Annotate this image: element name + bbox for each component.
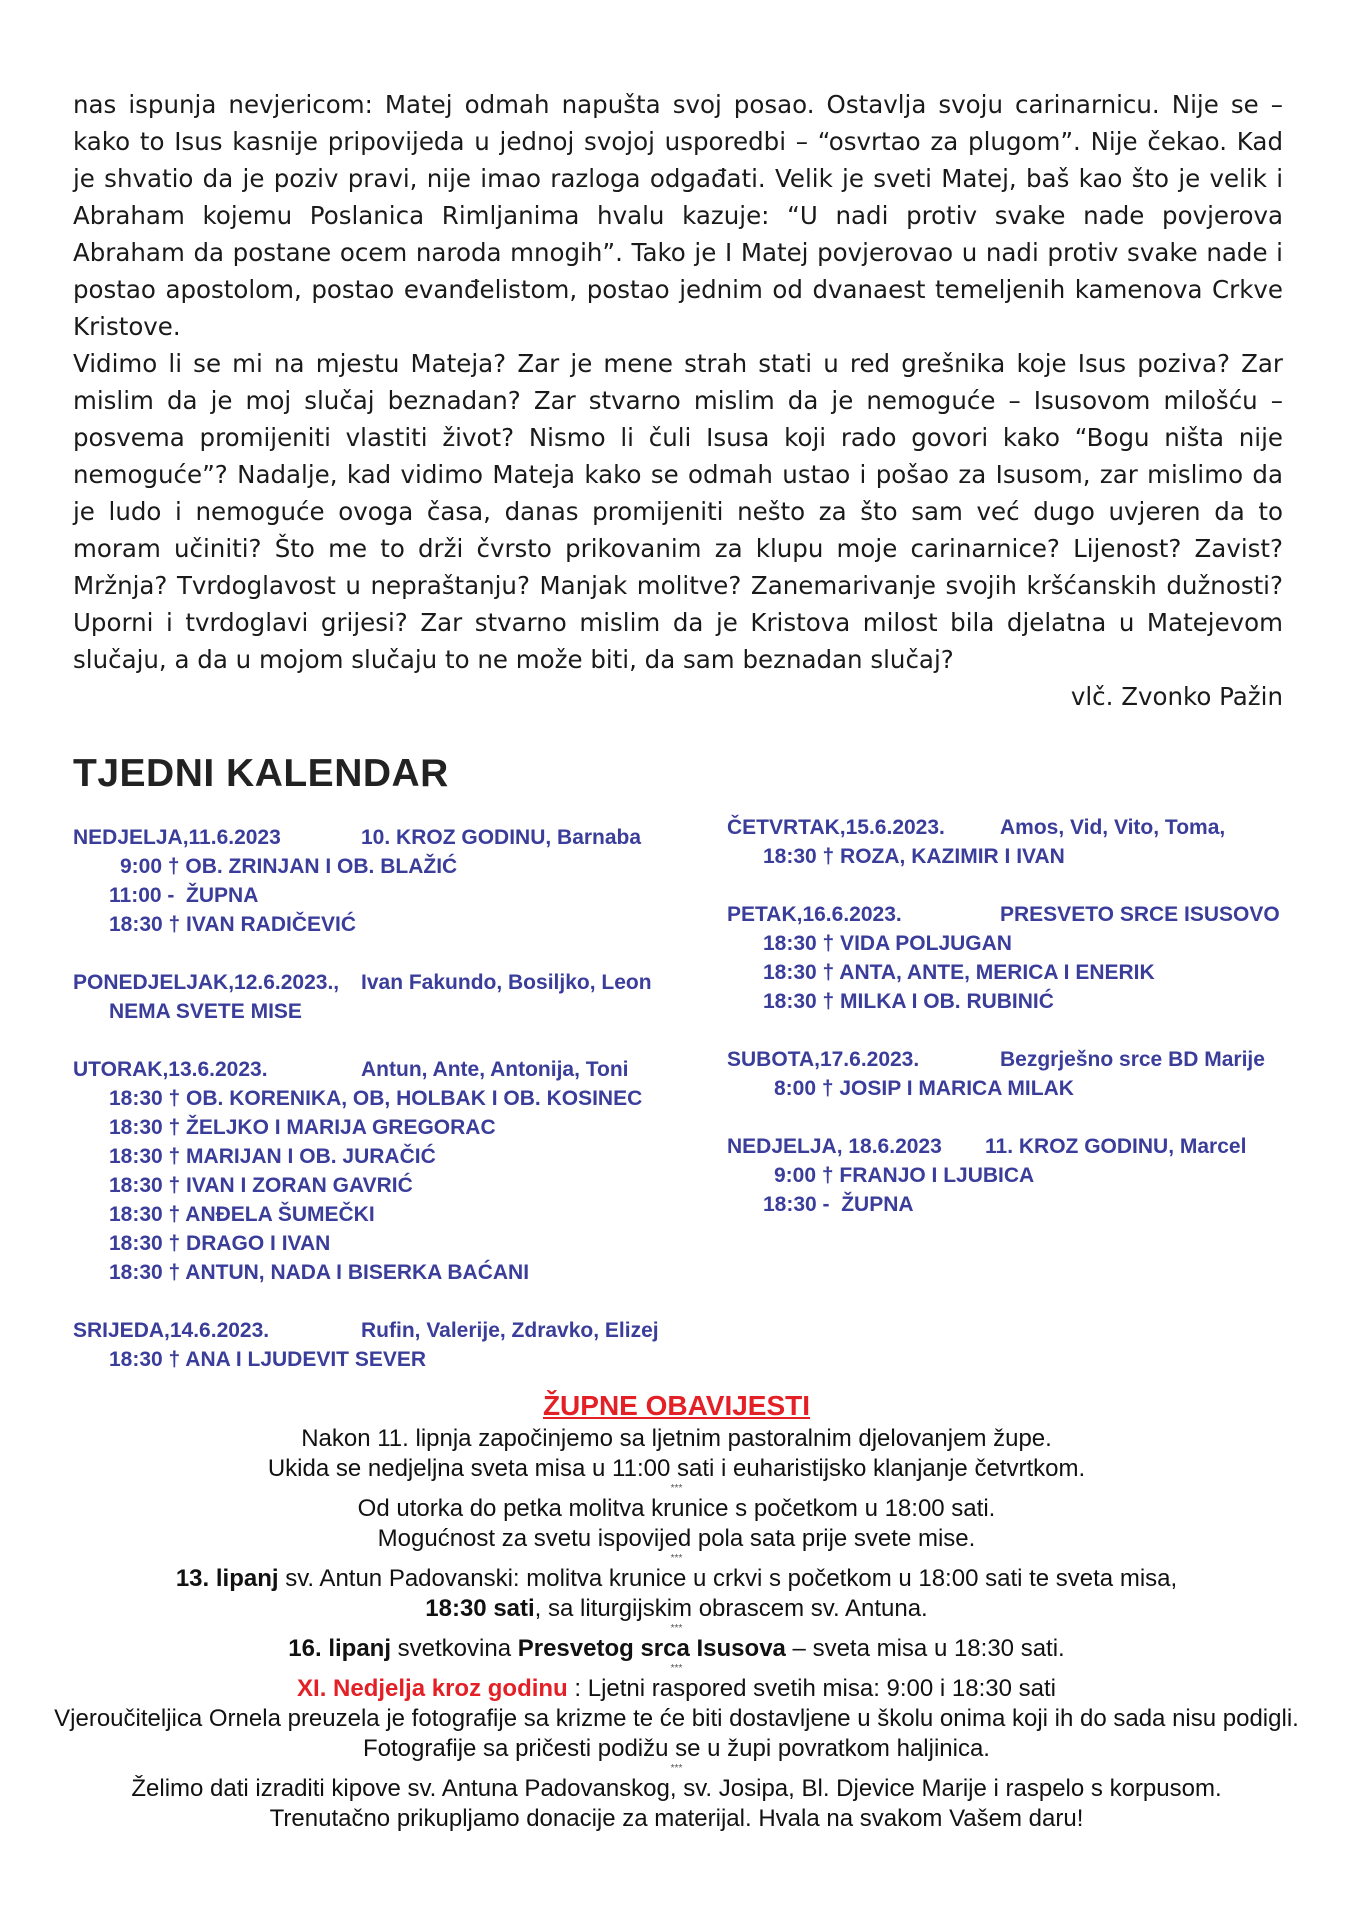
mass-entry: 8:00 † JOSIP I MARICA MILAK bbox=[774, 1077, 1074, 1100]
calendar-title: TJEDNI KALENDAR bbox=[73, 752, 449, 795]
calendar-date: SUBOTA,17.6.2023. bbox=[727, 1048, 920, 1071]
notice-line bbox=[0, 1594, 1353, 1624]
notice-line: Fotografije sa pričesti podižu se u župi povratkom haljinica. bbox=[363, 1735, 990, 1762]
mass-entry: 9:00 † FRANJO I LJUBICA bbox=[774, 1164, 1035, 1187]
calendar-day-header bbox=[727, 1045, 1327, 1074]
calendar-day bbox=[727, 1132, 1327, 1219]
notices-heading: ŽUPNE OBAVIJESTI bbox=[542, 1390, 811, 1421]
notice-separator: *** bbox=[670, 1763, 683, 1774]
mass-entry: 18:30 † ŽELJKO I MARIJA GREGORAC bbox=[109, 1116, 496, 1139]
calendar-day bbox=[73, 823, 693, 939]
calendar-feast: Amos, Vid, Vito, Toma, bbox=[1000, 816, 1226, 839]
notice-line: Nakon 11. lipnja započinjemo sa ljetnim pastoralnim djelovanjem župe. bbox=[301, 1425, 1052, 1452]
calendar-right-column bbox=[727, 813, 1327, 1248]
notice-text: : Ljetni raspored svetih misa: 9:00 i 18:30 sati bbox=[567, 1675, 1056, 1702]
notice-line: Želimo dati izraditi kipove sv. Antuna Padovanskog, sv. Josipa, Bl. Djevice Marije i raspelo s korpusom. bbox=[131, 1775, 1222, 1802]
notice-sunday: XI. Nedjelja kroz godinu bbox=[297, 1675, 568, 1702]
notice-date: 13. lipanj bbox=[175, 1565, 279, 1592]
notice-separator: *** bbox=[670, 1483, 683, 1494]
mass-entry: 18:30 † IVAN RADIČEVIĆ bbox=[109, 913, 357, 936]
notice-line: Trenutačno prikupljamo donacije za materijal. Hvala na svakom Vašem daru! bbox=[269, 1805, 1084, 1832]
mass-entry: 18:30 † MARIJAN I OB. JURAČIĆ bbox=[109, 1145, 436, 1168]
calendar-feast: Rufin, Valerije, Zdravko, Elizej bbox=[361, 1319, 659, 1342]
notice-feast: Presvetog srca Isusova bbox=[517, 1635, 786, 1662]
mass-entry: NEMA SVETE MISE bbox=[109, 1000, 302, 1023]
mass-entry: 18:30 † ANA I LJUDEVIT SEVER bbox=[109, 1348, 427, 1371]
calendar-day-header bbox=[73, 823, 693, 852]
notice-text: svetkovina bbox=[391, 1635, 518, 1662]
calendar-day-header bbox=[727, 813, 1327, 842]
notice-date: 16. lipanj bbox=[288, 1635, 391, 1662]
mass-entry: 18:30 † MILKA I OB. RUBINIĆ bbox=[763, 990, 1054, 1013]
calendar-date: SRIJEDA,14.6.2023. bbox=[73, 1319, 270, 1342]
calendar-feast: Antun, Ante, Antonija, Toni bbox=[361, 1058, 629, 1081]
calendar-feast: PRESVETO SRCE ISUSOVO bbox=[1000, 903, 1280, 926]
mass-entry: 11:00 - ŽUPNA bbox=[109, 884, 259, 907]
calendar-feast: Ivan Fakundo, Bosiljko, Leon bbox=[361, 971, 652, 994]
notice-line bbox=[0, 1674, 1353, 1704]
notice-separator: *** bbox=[670, 1553, 683, 1564]
notice-text: – sveta misa u 18:30 sati. bbox=[785, 1635, 1065, 1662]
calendar-date: UTORAK,13.6.2023. bbox=[73, 1058, 268, 1081]
calendar-date: PONEDJELJAK,12.6.2023., bbox=[73, 971, 340, 994]
calendar-day bbox=[727, 900, 1327, 1016]
calendar-feast: 11. KROZ GODINU, Marcel bbox=[985, 1135, 1247, 1158]
mass-entry: 18:30 † ROZA, KAZIMIR I IVAN bbox=[763, 845, 1065, 868]
mass-entry: 18:30 † VIDA POLJUGAN bbox=[763, 932, 1012, 955]
calendar-day bbox=[73, 968, 693, 1026]
calendar-day-header bbox=[727, 900, 1327, 929]
notice-line: Od utorka do petka molitva krunice s početkom u 18:00 sati. bbox=[357, 1495, 996, 1522]
calendar-day-header bbox=[73, 1316, 693, 1345]
calendar-left-column bbox=[73, 823, 693, 1403]
notice-line: Ukida se nedjeljna sveta misa u 11:00 sati i euharistijsko klanjanje četvrtkom. bbox=[267, 1455, 1086, 1482]
mass-entry: 9:00 † OB. ZRINJAN I OB. BLAŽIĆ bbox=[120, 855, 458, 878]
notice-separator: *** bbox=[670, 1663, 683, 1674]
calendar-date: ČETVRTAK,15.6.2023. bbox=[727, 816, 945, 839]
article bbox=[73, 86, 1283, 715]
calendar-day bbox=[727, 813, 1327, 871]
mass-entry: 18:30 † ANTA, ANTE, MERICA I ENERIK bbox=[763, 961, 1155, 984]
notice-line bbox=[0, 1564, 1353, 1594]
calendar-feast: 10. KROZ GODINU, Barnaba bbox=[361, 826, 642, 849]
article-signature: vlč. Zvonko Pažin bbox=[1070, 682, 1283, 711]
calendar-day-header bbox=[727, 1132, 1327, 1161]
notice-text: sv. Antun Padovanski: molitva krunice u crkvi s početkom u 18:00 sati te sveta misa, bbox=[278, 1565, 1178, 1592]
calendar-day bbox=[73, 1055, 693, 1287]
calendar-day-header bbox=[73, 1055, 693, 1084]
calendar-day bbox=[727, 1045, 1327, 1103]
mass-entry: 18:30 † DRAGO I IVAN bbox=[109, 1232, 331, 1255]
mass-entry: 18:30 † IVAN I ZORAN GAVRIĆ bbox=[109, 1174, 413, 1197]
notice-line: Vjeroučiteljica Ornela preuzela je fotografije sa krizme te će biti dostavljene u školu onima koji ih do sada nisu podigli. bbox=[54, 1705, 1299, 1732]
calendar-day-header bbox=[73, 968, 693, 997]
notice-line bbox=[0, 1634, 1353, 1664]
mass-entry: 18:30 † ANĐELA ŠUMEČKI bbox=[109, 1203, 375, 1226]
calendar-date: PETAK,16.6.2023. bbox=[727, 903, 902, 926]
article-paragraph: Vidimo li se mi na mjestu Mateja? Zar je mene strah stati u red grešnika koje Isus poziva? Zar mislim da je moj slučaj beznadan? Zar stvarno mislim da je nemoguće – Isusovom milošću – posvema promijeniti vlastiti život? Nismo li čuli Isusa koji rado govori kako “Bogu ništa nije nemoguće”? Nadalje, kad vidimo Mateja kako se odmah ustao i pošao za Isusom, zar mislimo da je ludo i nemoguće ovoga časa, danas promijeniti nešto za što sam već dugo uvjeren da to moram učiniti? Što me to drži čvrsto prikovanim za klupu moje carinarnice? Lijenost? Zavist? Mržnja? Tvrdoglavost u nepraštanju? Manjak molitve? Zanemarivanje svojih kršćanskih dužnosti? Uporni i tvrdoglavi grijesi? Zar stvarno mislim da je Kristova milost bila djelatna u Matejevom slučaju, a da u mojom slučaju to ne može biti, da sam beznadan slučaj? bbox=[73, 349, 1283, 674]
calendar-date: NEDJELJA,11.6.2023 bbox=[73, 826, 281, 849]
mass-entry: 18:30 † ANTUN, NADA I BISERKA BAĆANI bbox=[109, 1261, 530, 1284]
calendar-feast: Bezgrješno srce BD Marije bbox=[1000, 1048, 1265, 1071]
calendar-date: NEDJELJA, 18.6.2023 bbox=[727, 1135, 942, 1158]
mass-entry: 18:30 - ŽUPNA bbox=[763, 1193, 914, 1216]
notice-text: , sa liturgijskim obrascem sv. Antuna. bbox=[534, 1595, 928, 1622]
article-paragraph: nas ispunja nevjericom: Matej odmah napušta svoj posao. Ostavlja svoju carinarnicu. Nije se – kako to Isus kasnije pripovijeda u jednoj svojoj usporedbi – “osvrtao za plugom”. Nije čekao. Kad je shvatio da je poziv pravi, nije imao razloga odgađati. Velik je sveti Matej, baš kao što je velik i Abraham kojemu Poslanica Rimljanima hvalu kazuje: “U nadi protiv svake nade povjerova Abraham da postane ocem naroda mnogih”. Tako je I Matej povjerovao u nadi protiv svake nade i postao apostolom, postao evanđelistom, postao jednim od dvanaest temeljenih kamenova Crkve Kristove. bbox=[73, 90, 1283, 341]
calendar-day bbox=[73, 1316, 693, 1374]
notice-time: 18:30 sati bbox=[425, 1595, 535, 1622]
notice-line: Mogućnost za svetu ispovijed pola sata prije svete mise. bbox=[377, 1525, 976, 1552]
parish-notices bbox=[0, 1388, 1353, 1834]
notice-separator: *** bbox=[670, 1623, 683, 1634]
mass-entry: 18:30 † OB. KORENIKA, OB, HOLBAK I OB. KOSINEC bbox=[109, 1087, 643, 1110]
